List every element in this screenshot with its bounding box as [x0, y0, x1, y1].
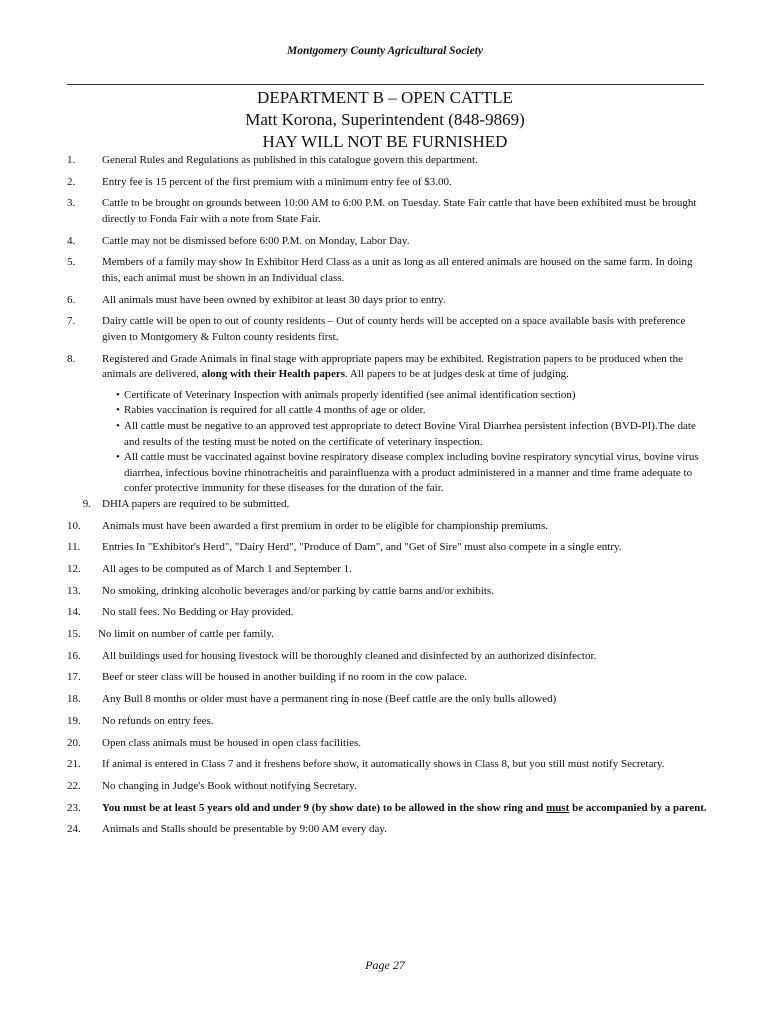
rule-number: 14.: [67, 606, 81, 619]
rule-item: [67, 255, 707, 286]
rule-text: Animals must have been awarded a first premium in order to be eligible for championship premiums.: [102, 519, 548, 532]
rule-text: No limit on number of cattle per family.: [98, 628, 274, 641]
rule-number: 8.: [67, 352, 76, 365]
health-requirements-list: [102, 388, 707, 497]
department-titles: [0, 87, 770, 153]
rule-text-part: Registered and Grade Animals in final stage with appropriate papers may be exhibited. Registration papers to be produced when the animals are delivered,: [102, 352, 683, 381]
rule-number: 15.: [67, 628, 81, 641]
bullet-text: All cattle must be negative to an approved test appropriate to detect Bovine Viral Diarrhea persistent infection (BVD-PI).The date and results of the testing must be noted on the certificate of veterinary inspection.: [124, 419, 696, 448]
rule-text: All ages to be computed as of March 1 and September 1.: [102, 563, 352, 575]
rule-number: 2.: [67, 175, 76, 188]
bullet-icon: •: [116, 419, 120, 432]
bullet-text: Rabies vaccination is required for all cattle 4 months of age or older.: [124, 404, 426, 417]
rule-number: 1.: [67, 154, 76, 166]
superintendent-line: Matt Korona, Superintendent (848-9869): [245, 110, 525, 129]
rule-text: Members of a family may show In Exhibitor Herd Class as a unit as long as all entered animals are housed on the same farm. In doing this, each animal must be shown in an Individual class.: [102, 256, 693, 284]
rule-item: [67, 293, 707, 309]
rule-number: 10.: [67, 519, 81, 532]
rule-number: 9.: [82, 497, 91, 510]
rule-number: 4.: [67, 234, 76, 247]
page-number: Page 27: [365, 958, 405, 972]
rule-item: [67, 314, 707, 345]
bullet-icon: •: [116, 451, 120, 464]
rule-text: No smoking, drinking alcoholic beverages and/or parking by cattle barns and/or exhibits.: [102, 584, 494, 597]
rule-number: 11.: [67, 541, 81, 554]
hay-notice: HAY WILL NOT BE FURNISHED: [262, 132, 508, 151]
rule-item: [67, 627, 707, 643]
rule-number: 6.: [67, 293, 76, 306]
rule-number: 20.: [67, 736, 81, 749]
rules-list: [67, 153, 707, 844]
rule-item: [67, 540, 707, 556]
rule-number: 5.: [67, 256, 76, 269]
rule-text-underlined: must: [546, 801, 570, 814]
bullet-icon: •: [116, 388, 120, 401]
rule-number: 21.: [67, 758, 81, 771]
rule-number: 19.: [67, 714, 81, 727]
rule-text: Animals and Stalls should be presentable by 9:00 AM every day.: [102, 823, 387, 836]
rule-text: DHIA papers are required to be submitted.: [102, 497, 290, 510]
rule-item: [67, 352, 707, 497]
rule-item: [67, 779, 707, 795]
department-title: DEPARTMENT B – OPEN CATTLE: [257, 88, 513, 107]
rule-item: [67, 584, 707, 600]
rule-item: [67, 822, 707, 838]
rule-item: [67, 153, 707, 169]
rule-text: Entry fee is 15 percent of the first premium with a minimum entry fee of $3.00.: [102, 175, 452, 188]
rule-number: 18.: [67, 693, 81, 706]
page-header: Montgomery County Agricultural Society: [286, 45, 484, 57]
rule-number: 12.: [67, 563, 81, 575]
rule-item: [67, 801, 707, 817]
rule-text: All buildings used for housing livestock will be thoroughly cleaned and disinfected by an authorized disinfector.: [102, 649, 597, 662]
rule-item: [67, 562, 707, 578]
rule-item: [67, 736, 707, 752]
rule-item: [67, 692, 707, 708]
rule-text-part: be accompanied by a parent.: [569, 801, 707, 814]
rule-text: Entries In "Exhibitor's Herd", "Dairy Herd", "Produce of Dam", and "Get of Sire" must also compete in a single entry.: [102, 541, 622, 554]
rule-text-bold: along with their Health papers: [201, 368, 345, 381]
bullet-item: [116, 388, 707, 404]
rule-text: General Rules and Regulations as published in this catalogue govern this department.: [102, 154, 478, 166]
rule-text: Cattle may not be dismissed before 6:00 P.M. on Monday, Labor Day.: [102, 234, 410, 247]
rule-item: [67, 519, 707, 535]
rule-number: 22.: [67, 779, 81, 792]
bullet-item: [116, 419, 707, 450]
bullet-item: [116, 450, 707, 497]
rule-number: 7.: [67, 315, 76, 328]
rule-text-part: You must be at least 5 years old and under 9 (by show date) to be allowed in the show ring and: [102, 801, 547, 814]
rule-number: 3.: [67, 197, 76, 210]
rule-text: No stall fees. No Bedding or Hay provided.: [102, 606, 294, 619]
rule-text: Any Bull 8 months or older must have a permanent ring in nose (Beef cattle are the only bulls allowed): [102, 693, 557, 706]
rule-text: Dairy cattle will be open to out of county residents – Out of county herds will be accepted on a space available basis with preference given to Montgomery & Fulton county residents first.: [102, 315, 686, 343]
rule-number: 16.: [67, 649, 81, 662]
rule-item: [67, 605, 707, 621]
rule-number: 23.: [67, 801, 81, 814]
rule-item: [67, 196, 707, 227]
bullet-item: [116, 403, 707, 419]
rule-item: [67, 497, 707, 513]
rule-text: Open class animals must be housed in open class facilities.: [102, 736, 362, 749]
rule-number: 24.: [67, 823, 81, 836]
rule-text: No changing in Judge's Book without notifying Secretary.: [102, 779, 357, 792]
rule-item: [67, 714, 707, 730]
rule-item: [67, 757, 707, 773]
rule-text: [102, 801, 707, 817]
bullet-text: Certificate of Veterinary Inspection with animals properly identified (see animal identification section): [124, 388, 576, 401]
rule-text-part: . All papers to be at judges desk at time of judging.: [345, 368, 569, 381]
rule-item: [67, 649, 707, 665]
rule-text: If animal is entered in Class 7 and it freshens before show, it automatically shows in Class 8, but you still must notify Secretary.: [102, 758, 665, 771]
rule-text: No refunds on entry fees.: [102, 714, 214, 727]
bullet-icon: •: [116, 404, 120, 417]
rule-number: 17.: [67, 671, 81, 684]
rule-text: Cattle to be brought on grounds between 10:00 AM to 6:00 P.M. on Tuesday. State Fair cattle that have been exhibited must be brought directly to Fonda Fair with a note from State Fair.: [102, 197, 697, 225]
rule-number: 13.: [67, 584, 81, 597]
rule-text: Beef or steer class will be housed in another building if no room in the cow palace.: [102, 671, 468, 684]
rule-text: All animals must have been owned by exhibitor at least 30 days prior to entry.: [102, 293, 446, 306]
rule-item: [67, 234, 707, 250]
rule-text: [102, 352, 707, 497]
bullet-text: All cattle must be vaccinated against bovine respiratory disease complex including bovine respiratory syncytial virus, bovine virus diarrhea, infectious bovine rhinotracheitis and parainfluenza with a product administered in a manner and time frame adequate to confer protective immunity for these diseases for the duration of the fair.: [124, 451, 699, 495]
rule-item: [67, 175, 707, 191]
header-rule: [67, 84, 704, 85]
rule-item: [67, 670, 707, 686]
